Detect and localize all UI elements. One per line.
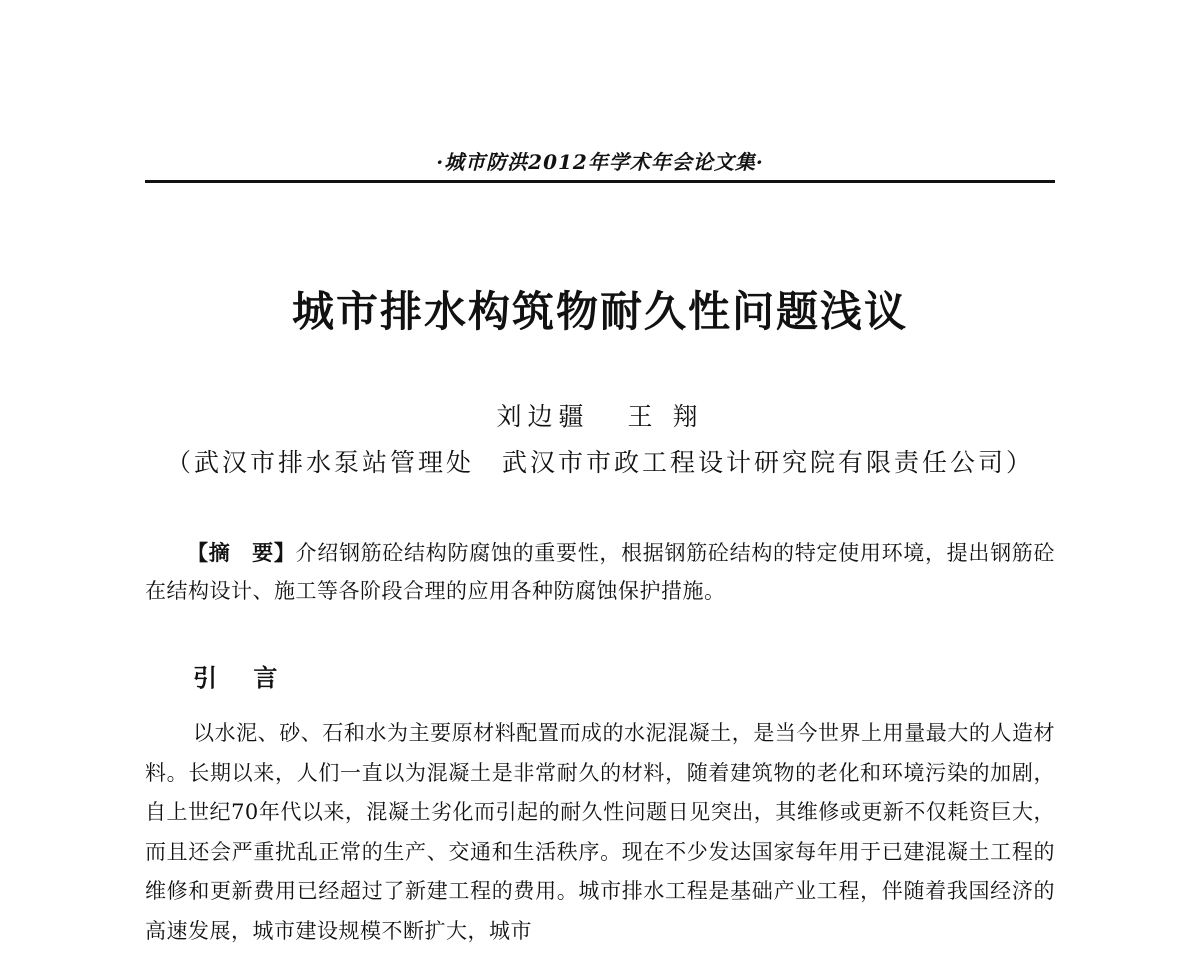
abstract (145, 534, 1055, 610)
abstract-text: 介绍钢筋砼结构防腐蚀的重要性，根据钢筋砼结构的特定使用环境，提出钢筋砼在结构设计、施工等各阶段合理的应用各种防腐蚀保护措施。 (145, 541, 1056, 603)
author-list (145, 400, 1055, 434)
abstract-label: 【摘 要】 (187, 540, 296, 565)
running-header: ·城市防洪2012年学术年会论文集· (436, 150, 764, 174)
section-heading: 引 言 (193, 663, 292, 692)
author-name: 王 翔 (627, 402, 704, 431)
body-paragraph: 以水泥、砂、石和水为主要原材料配置而成的水泥混凝土，是当今世界上用量最大的人造材料。长期以来，人们一直以为混凝土是非常耐久的材料，随着建筑物的老化和环境污染的加剧，自上世纪70年代以来，混凝土劣化而引起的耐久性问题日见突出，其维修或更新不仅耗资巨大，而且还会严重扰乱正常的生产、交通和生活秩序。现在不少发达国家每年用于已建混凝土工程的维修和更新费用已经超过了新建工程的费用。城市排水工程是基础产业工程，伴随着我国经济的高速发展，城市建设规模不断扩大，城市 (145, 721, 1055, 943)
author-name: 刘边疆 (496, 402, 590, 431)
paper-title: 城市排水构筑物耐久性问题浅议 (291, 287, 908, 336)
header-rule (145, 180, 1055, 183)
affiliation: （武汉市排水泵站管理处 武汉市市政工程设计研究院有限责任公司） (165, 448, 1034, 477)
